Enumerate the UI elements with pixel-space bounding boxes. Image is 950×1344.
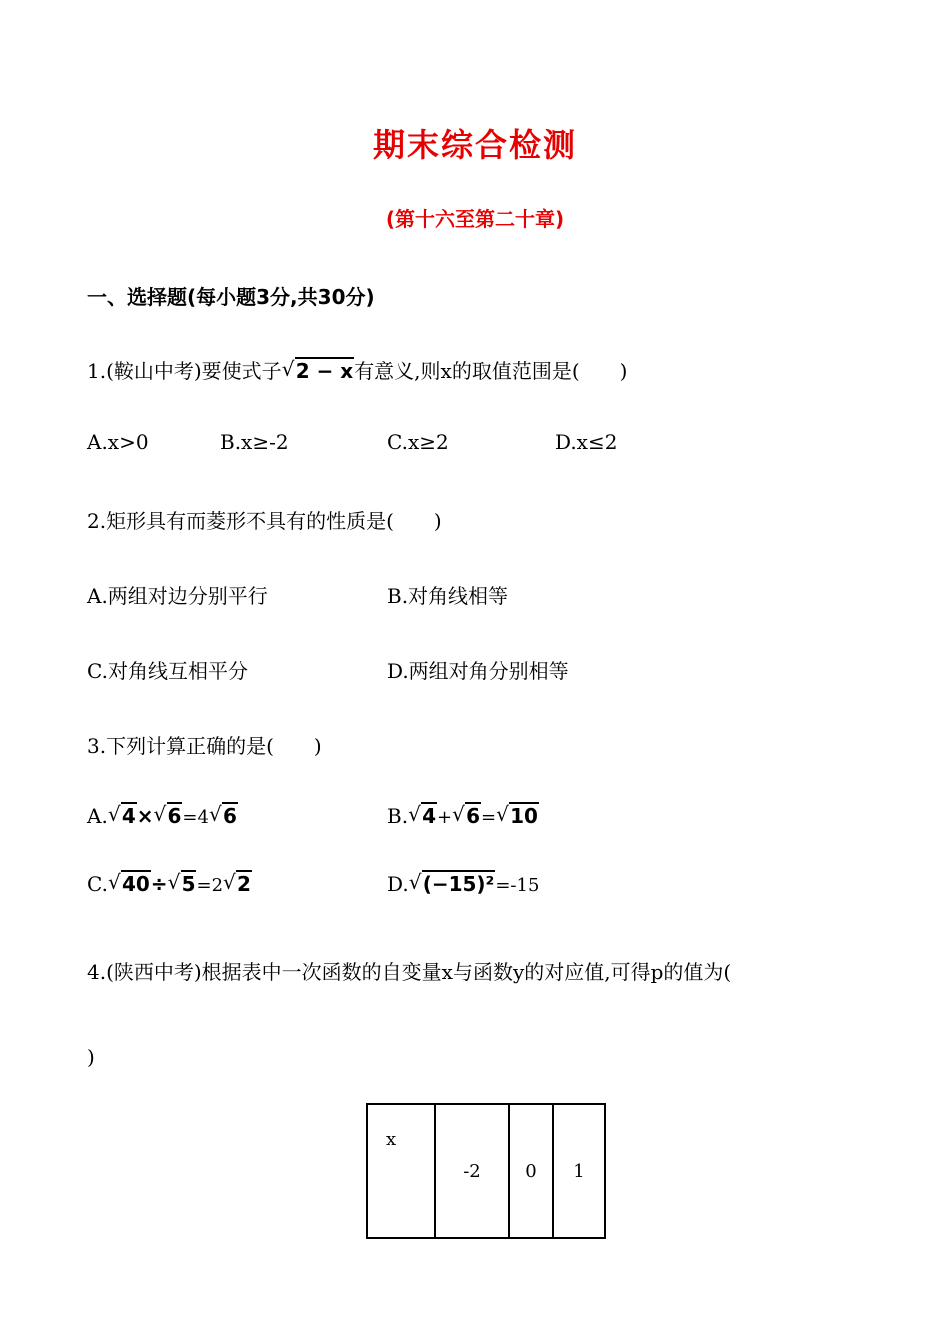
equals-part: = (481, 807, 497, 828)
table-row (367, 1104, 605, 1238)
question-1-stem-end: 有意义,则x的取值范围是( ) (354, 359, 628, 383)
equals-part: =-15 (495, 875, 540, 896)
sqrt-term: √ (−15)² (409, 872, 496, 896)
question-1-stem-start: 1.(鞍山中考)要使式子 (87, 359, 282, 383)
question-3: 3.下列计算正确的是( ) (87, 734, 322, 758)
q2-option-c: C.对角线互相平分 (87, 659, 248, 683)
equals-part: =2 (196, 875, 224, 896)
question-4: 4.(陕西中考)根据表中一次函数的自变量x与函数y的对应值,可得p的值为( (87, 960, 732, 984)
operator: × (136, 804, 154, 828)
table-header-x: x (367, 1104, 435, 1238)
sqrt-term: √ 4 (408, 804, 437, 828)
operator: ÷ (150, 872, 168, 896)
page-subtitle: (第十六至第二十章) (385, 207, 565, 231)
table-cell: -2 (435, 1104, 509, 1238)
sqrt-term: √ 40 (108, 872, 151, 896)
sqrt-term: √ 6 (452, 804, 481, 828)
sqrt-term: √ 6 (209, 804, 238, 828)
option-label: B. (387, 804, 409, 828)
section-heading: 一、选择题(每小题3分,共30分) (87, 285, 375, 309)
q1-option-b: B.x≥-2 (220, 430, 289, 454)
sqrt-term: √ 6 (154, 804, 183, 828)
sqrt-term: √ 10 (496, 804, 539, 828)
radicand: 2 − x (295, 359, 354, 383)
q3-option-d (387, 872, 539, 896)
sqrt-term: √ 2 (223, 872, 252, 896)
operator: + (436, 807, 453, 828)
sqrt-term: √ 5 (168, 872, 197, 896)
q3-option-a (87, 804, 238, 828)
q2-option-b: B.对角线相等 (387, 584, 509, 608)
option-label: D. (387, 872, 409, 896)
question-2: 2.矩形具有而菱形不具有的性质是( ) (87, 509, 442, 533)
question-4-close-paren: ) (87, 1045, 95, 1069)
q2-option-d: D.两组对角分别相等 (387, 659, 569, 683)
q2-option-a: A.两组对边分别平行 (87, 584, 268, 608)
q1-option-c: C.x≥2 (387, 430, 449, 454)
value-table (366, 1103, 606, 1239)
q1-option-d: D.x≤2 (555, 430, 618, 454)
q3-option-c (87, 872, 252, 896)
question-1 (87, 355, 627, 384)
sqrt-term: √ 4 (108, 804, 137, 828)
option-label: C. (87, 872, 108, 896)
table-cell: 0 (509, 1104, 553, 1238)
sqrt-expression (282, 359, 355, 383)
q1-option-a: A.x>0 (87, 430, 149, 454)
q3-option-b (387, 804, 539, 828)
equals-part: =4 (182, 807, 209, 828)
option-label: A. (87, 804, 108, 828)
table-cell: 1 (553, 1104, 605, 1238)
page-title: 期末综合检测 (372, 126, 577, 164)
